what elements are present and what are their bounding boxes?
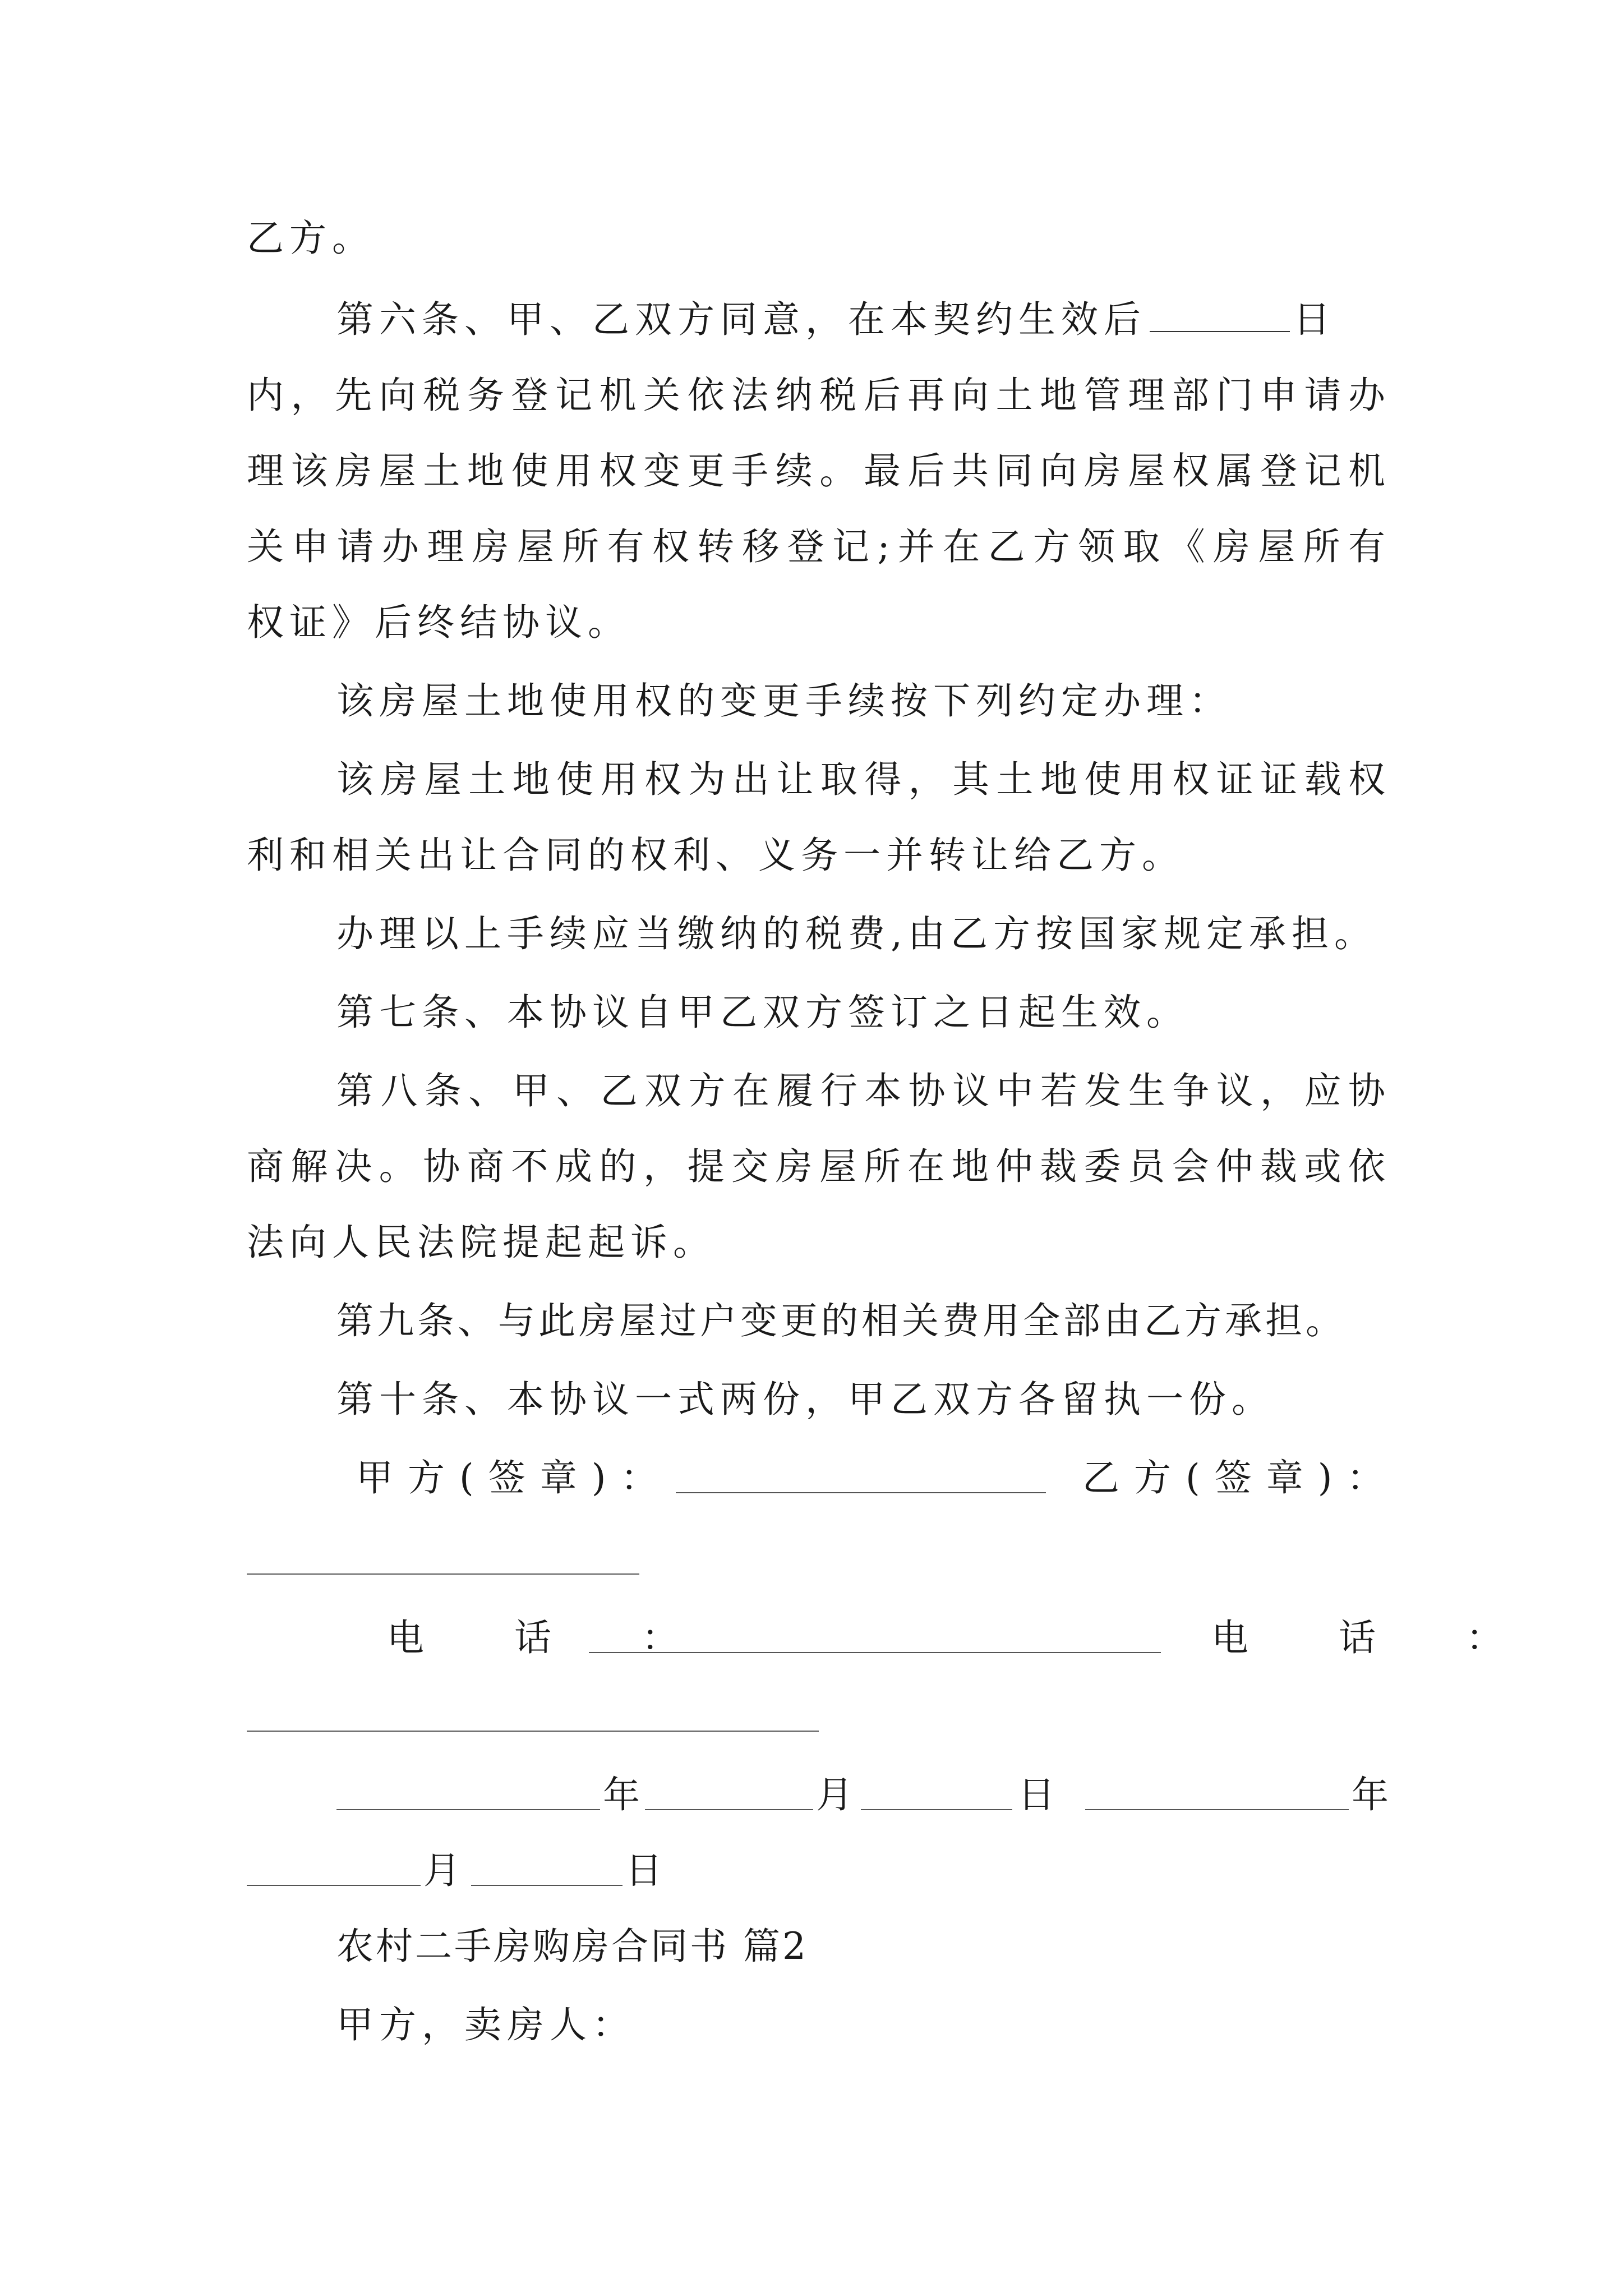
- fill-blank-days[interactable]: [1150, 296, 1290, 332]
- text: 该房屋土地使用权为出让取得，其土地使用权证证载权: [336, 758, 1391, 801]
- party-b-signature-label: 乙方(签章)：: [1082, 1456, 1399, 1499]
- section-2-title: [336, 1921, 1391, 1972]
- phone-a-label: 电 话 ：: [387, 1616, 718, 1659]
- clause-6-line-1: [336, 295, 1391, 345]
- text: 乙方。: [247, 217, 375, 260]
- clause-6-line-4: [247, 522, 1391, 572]
- clause-8-line-2: [247, 1142, 1391, 1192]
- text: 甲方，卖房人：: [336, 2003, 635, 2046]
- text: 日: [1293, 298, 1336, 341]
- phone-a-blank[interactable]: [589, 1652, 1161, 1653]
- date-b-month-blank[interactable]: [247, 1885, 421, 1886]
- text: 第八条、甲、乙双方在履行本协议中若发生争议，应协: [336, 1069, 1391, 1112]
- party-b-signature-blank[interactable]: [247, 1573, 639, 1575]
- clause-6-line-3: [247, 446, 1391, 496]
- date-b-month-label: 月: [423, 1849, 460, 1892]
- date-a-year-label: 年: [603, 1773, 640, 1816]
- seller-line: [336, 2000, 1391, 2050]
- clause-7-line: [336, 987, 1391, 1038]
- clause-9-line: [336, 1296, 1391, 1346]
- paragraph-line: [247, 213, 1391, 264]
- text: 第七条、本协议自甲乙双方签订之日起生效。: [336, 991, 1189, 1034]
- text: 第六条、甲、乙双方同意，在本契约生效后: [336, 298, 1146, 341]
- date-a-month-blank[interactable]: [645, 1809, 813, 1810]
- date-b-year-label: 年: [1352, 1773, 1389, 1816]
- text: 商解决。协商不成的，提交房屋所在地仲裁委员会仲裁或依: [247, 1145, 1391, 1188]
- text: 第九条、与此房屋过户变更的相关费用全部由乙方承担。: [336, 1299, 1346, 1342]
- date-b-day-blank[interactable]: [471, 1885, 623, 1886]
- date-a-day-blank[interactable]: [861, 1809, 1012, 1810]
- text: 关申请办理房屋所有权转移登记;并在乙方领取《房屋所有: [247, 525, 1391, 568]
- land-use-line-1: [336, 754, 1391, 805]
- phone-b-label: 电 话 ：: [1211, 1616, 1542, 1659]
- party-a-signature-label: 甲方(签章)：: [356, 1456, 672, 1499]
- text: 权证》后终结协议。: [247, 601, 630, 644]
- date-a-year-blank[interactable]: [336, 1809, 600, 1810]
- text: 第十条、本协议一式两份，甲乙双方各留执一份。: [336, 1378, 1274, 1421]
- text: 该房屋土地使用权的变更手续按下列约定办理：: [336, 679, 1232, 723]
- date-a-month-label: 月: [816, 1773, 853, 1816]
- tax-line: [336, 909, 1391, 959]
- text: 办理以上手续应当缴纳的税费,由乙方按国家规定承担。: [336, 912, 1377, 955]
- text: 法向人民法院提起起诉。: [247, 1221, 716, 1264]
- clause-6-line-2: [247, 370, 1391, 421]
- land-use-intro: [336, 676, 1391, 726]
- clause-10-line: [336, 1374, 1391, 1425]
- clause-6-line-5: [247, 597, 1391, 648]
- date-b-year-blank[interactable]: [1085, 1809, 1349, 1810]
- text: 理该房屋土地使用权变更手续。最后共同向房屋权属登记机: [247, 449, 1391, 493]
- clause-8-line-1: [336, 1066, 1391, 1116]
- text: 农村二手房购房合同书 篇2: [336, 1925, 808, 1968]
- text: 内，先向税务登记机关依法纳税后再向土地管理部门申请办: [247, 374, 1391, 417]
- party-a-signature-blank[interactable]: [676, 1492, 1046, 1493]
- clause-8-line-3: [247, 1217, 1391, 1268]
- phone-b-blank[interactable]: [247, 1731, 819, 1732]
- date-b-day-label: 日: [625, 1849, 662, 1892]
- date-a-day-label: 日: [1018, 1773, 1055, 1816]
- text: 利和相关出让合同的权利、义务一并转让给乙方。: [247, 834, 1184, 877]
- land-use-line-2: [247, 830, 1391, 881]
